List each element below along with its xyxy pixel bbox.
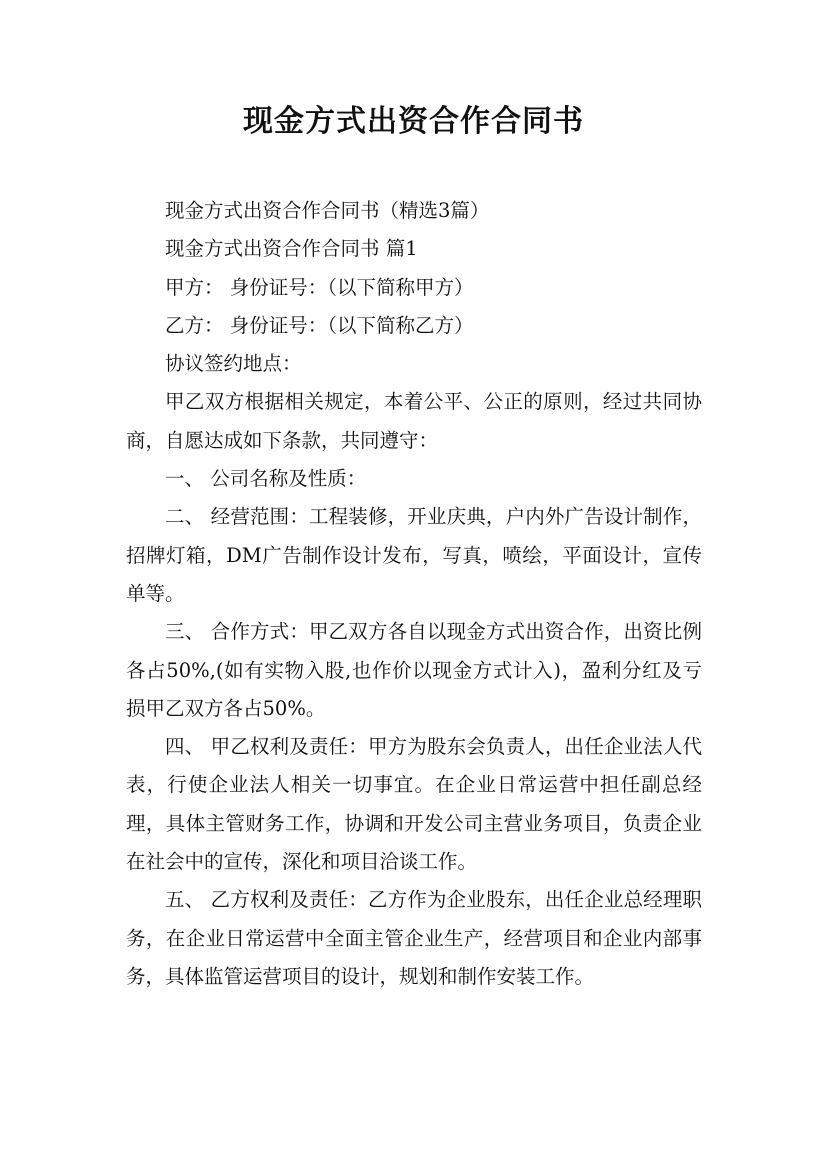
preamble-paragraph: 甲乙双方根据相关规定，本着公平、公正的原则，经过共同协商，自愿达成如下条款，共同遵守： [126,390,702,452]
document-title: 现金方式出资合作合同书 [243,104,584,139]
party-b-line: 乙方： 身份证号：（以下简称乙方） [165,313,474,337]
signing-location: 协议签约地点： [165,352,302,376]
clause-5: 五、 乙方权利及责任：乙方作为企业股东，出任企业总经理职务，在企业日常运营中全面主管企业生产，经营项目和企业内部事务，具体监管运营项目的设计，规划和制作安装工作。 [126,888,702,988]
document-body [126,192,702,996]
subtitle-selected: 现金方式出资合作合同书（精选3篇） [165,199,490,222]
clause-2: 二、 经营范围：工程装修，开业庆典，户内外广告设计制作，招牌灯箱，DM广告制作设计发布，写真，喷绘，平面设计，宣传单等。 [126,505,702,605]
section-heading: 现金方式出资合作合同书 篇1 [165,237,418,261]
party-a-line: 甲方： 身份证号：（以下简称甲方） [165,275,474,299]
clause-4: 四、 甲乙权利及责任：甲方为股东会负责人，出任企业法人代表，行使企业法人相关一切事宜。在企业日常运营中担任副总经理，具体主管财务工作，协调和开发公司主营业务项目，负责企业在社会中的宣传，深化和项目洽谈工作。 [126,735,702,874]
clause-1: 一、 公司名称及性质： [165,467,367,491]
clause-3: 三、 合作方式：甲乙双方各自以现金方式出资合作，出资比例各占50%,(如有实物入股,也作价以现金方式计入)，盈利分红及亏损甲乙双方各占50%。 [126,620,702,720]
